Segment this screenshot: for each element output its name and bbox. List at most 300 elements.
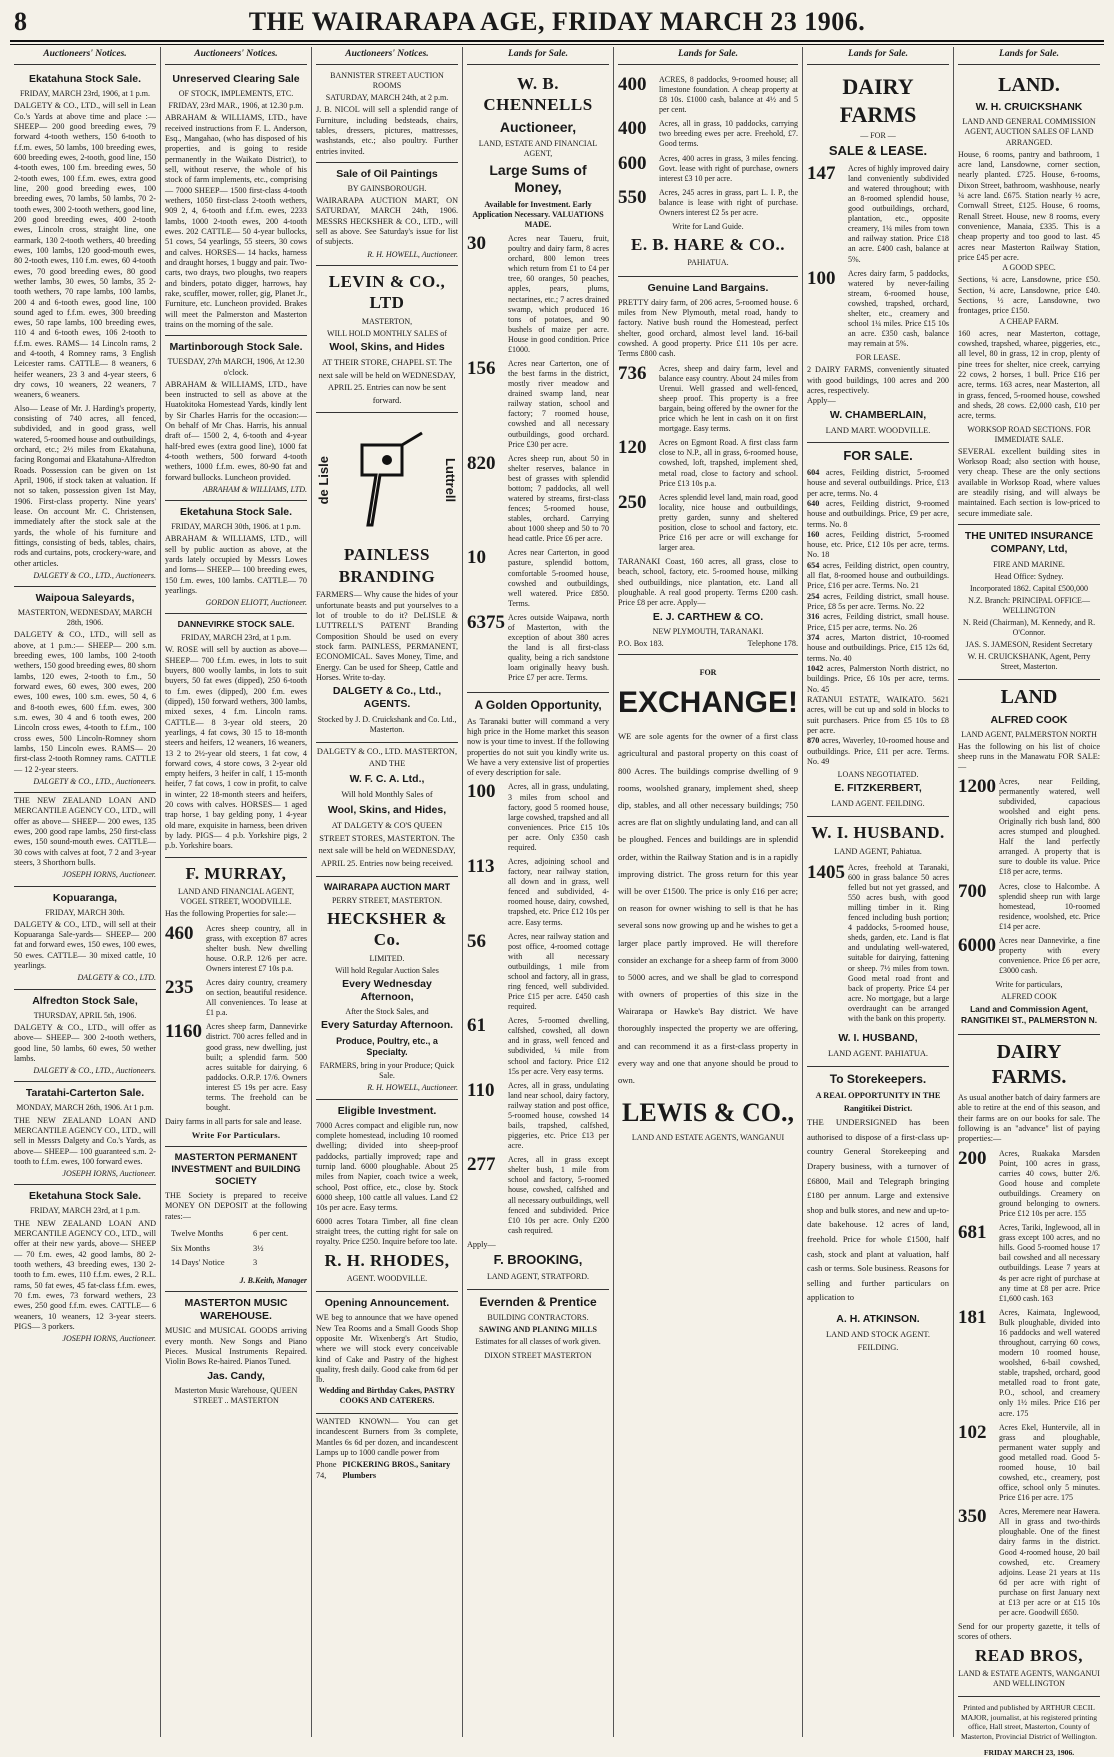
- listing-acres: 120: [618, 437, 647, 459]
- listing-acres: 681: [958, 1222, 987, 1244]
- listing-acres: 1042: [807, 664, 824, 674]
- column-header: Auctioneers' Notices.: [165, 47, 307, 65]
- ad-agent: LAND AGENT. FEILDING.: [831, 798, 925, 808]
- ad-date: TUESDAY, 27th MARCH, 1906, At 12.30 o'clock.: [167, 357, 305, 377]
- ad-opening-announcement: [316, 1292, 458, 1414]
- ad-title: Kopuaranga,: [52, 891, 118, 904]
- ad-body: PRETTY dairy farm, of 206 acres, 5-roomed house. 6 miles from New Plymouth, metal road, handy to factory. Native bush round the Homestead, perfect shelter, good orchard, almost level land. 16-bail cowshed. A good property. Price £11 10s per acre. Terms £800 cash.: [618, 297, 799, 359]
- column-header: Lands for Sale.: [958, 47, 1100, 65]
- listing-text: Acres, Meremere near Hawera. All in grass and two-thirds ploughable. One of the finest dairy farms in the district. Good 4-roomed house, 20 bail cowshed, etc. Creamery adjoins. Lease 21 years at 11s 6d per acre with right of purchase on first January next at £13 per acre or at £15 10s per acre. Goodwill £650.: [999, 1507, 1101, 1618]
- ad-wairarapa-auction-mart: [316, 877, 458, 1100]
- listing-acres: 10: [467, 547, 486, 569]
- ad-title: Unreserved Clearing Sale: [172, 72, 300, 85]
- ad-for-exchange: [618, 655, 798, 1150]
- ad-body: As usual another batch of dairy farmers are able to retire at the end of this season, and their farms are on our books for sale. The following is an "advance" list of paying properties:—: [958, 1092, 1101, 1144]
- ad-unreserved-clearing-sale: [165, 68, 307, 336]
- ad-nz-loan-mercantile: [14, 793, 156, 886]
- ad-alfred-cook: [958, 680, 1100, 1034]
- listing: [807, 468, 949, 499]
- ad-title: W. B. CHENNELLS: [483, 73, 593, 115]
- listing: [807, 499, 949, 530]
- listing-text: acres, Feilding district, 5-roomed house and several outbuildings. Price, £13 per acre, terms. No. 4: [807, 467, 950, 498]
- column-3: [312, 47, 463, 1737]
- ad-evernden-prentice: [467, 1290, 609, 1368]
- listing: [807, 664, 949, 695]
- listing-text: Acres, 245 acres in grass, part L. I. P., the balance is lease with right of purchase. Owners interest £2 5s per acre.: [659, 187, 799, 217]
- ad-body: DALGETY & CO., LTD. MASTERTON, AND THE: [316, 746, 458, 769]
- listing-text: Acres, all in grass, 10 paddocks, carrying two breeding ewes per acre. Freehold, £7. Good terms.: [659, 119, 799, 149]
- listing: [958, 777, 1100, 878]
- listing-acres: 6375: [467, 611, 505, 633]
- ad-title: A Golden Opportunity,: [474, 698, 602, 713]
- listing-text: Acres splendid level land, main road, good locality, nice house and outbuildings, pretty garden, sunny and sheltered position, close to school and factory, etc. Price £16 per acre or will exchange for larger area.: [659, 492, 799, 553]
- ad-name: W. F. C. A. Ltd.,: [349, 773, 425, 786]
- ad-w-b-chennells: [467, 68, 609, 693]
- ad-to-storekeepers: [807, 1067, 949, 1360]
- imprint-date: FRIDAY MARCH 23, 1906.: [983, 1747, 1075, 1757]
- listing-text: ACRES, 8 paddocks, 9-roomed house; all limestone foundation. A cheap property at £8 10s. £1000 cash, balance at 4½ and 5 per cent.: [659, 74, 799, 115]
- ad-body: SAWING AND PLANING MILLS: [478, 1324, 598, 1334]
- ad-date: FRIDAY, MARCH 30th, 1906. at 1 p.m.: [171, 522, 301, 532]
- listing: [165, 924, 307, 974]
- listing: [467, 454, 609, 545]
- listing: [958, 1223, 1100, 1304]
- ad-united-insurance: [958, 525, 1100, 680]
- ad-agent: LAND MART. WOODVILLE.: [825, 425, 931, 435]
- ad-subtitle: SALE & LEASE.: [828, 143, 928, 159]
- page-number: 8: [14, 7, 27, 36]
- listing-text: Acres, all in grass, undulating, 3 miles from school and factory, good 5 roomed house, large cowshed, trapshed and all conveniences. Price £15 10s per acre. Only £350 cash required.: [508, 782, 609, 852]
- ad-title: MASTERTON MUSIC WAREHOUSE.: [184, 1296, 288, 1323]
- branding-illustration: [316, 420, 458, 540]
- listing-text: Acres sheep farm, Dannevirke district. 700 acres felled and in good grass, new dwelling, just built; a splendid farm. 500 acres suitable for dairying. 6 paddocks. O.R.P. 17/6. Owners interest £5 19s per acre. Easy terms. The freehold can be bought.: [206, 1022, 307, 1112]
- listing-acres: 870: [807, 736, 820, 746]
- ad-name: E. B. HARE & CO..: [631, 235, 785, 255]
- listing-acres: 1405: [807, 861, 846, 883]
- ad-body: WANTED KNOWN— You can get incandescent Burners from 3s complete, Mantles 6s 6d per dozen, and incandescent Lamps up to 1000 candle power from: [316, 1416, 458, 1457]
- listing-text: Acres sheep country, all in grass, with exception 87 acres shelter bush. New dwelling house. O.R.P. 12/6 per acre. Owners interest £7 10s p.a.: [206, 923, 307, 973]
- rate-row: [167, 1257, 305, 1270]
- columns: [10, 47, 1104, 1757]
- ad-body-2: After the Stock Sales, and: [345, 1007, 429, 1017]
- listing: [958, 882, 1100, 932]
- listing: [958, 1149, 1100, 1220]
- ad-subtitle: FIRE AND MARINE.: [993, 559, 1065, 569]
- listing-text: Acres near Taueru, fruit, poultry and dairy farm, 8 acres orchard, 800 lemon trees which return from £1 to £4 per tree, 60 oranges, 50 peaches, apples, pears, plums, nectarines, etc.; 7 acres drained swamp, which produced 16 tons of potatoes, and 90 bushels of maize per acre. House in good condition. Price £1000.: [508, 234, 609, 354]
- ad-body: THE NEW ZEALAND LOAN AND MERCANTILE AGENCY CO., LTD., will sell in Messrs Dalgety and Co.'s Yards, as above— SHEEP— 100 guaranteed s.m. 2-tooth to f.f.m. ewes, 100 forward ewes.: [14, 1115, 156, 1166]
- ad-footer: [316, 1460, 458, 1481]
- ad-seller: R. H. HOWELL, Auctioneer.: [367, 1083, 458, 1093]
- ad-name: LEWIS & CO.,: [622, 1098, 794, 1128]
- ad-subtitle: LAND & ESTATE AGENTS, WANGANUI AND WELLINGTON: [958, 1669, 1100, 1689]
- ad-date: SATURDAY, MARCH 24th, at 2 p.m.: [325, 93, 449, 103]
- rate-value: 6 per cent.: [253, 1229, 289, 1239]
- listing-text: Acres, sheep and dairy farm, level and balance easy country. About 24 miles from Urenui. Well grassed and well-fenced, sheep proof. This property is a free bargain, being offered by the owner for the price which he lent in cash on it on first mortgage. Easy terms.: [659, 363, 799, 434]
- ad-martinborough-stock-sale: [165, 336, 307, 501]
- ad-body-3: AT DALGETY & CO'S QUEEN STREET STORES, MASTERTON. The next sale will be held on WEDNESDAY, APRIL 25. Entries now being received.: [318, 821, 456, 868]
- ad-kopuaranga: [14, 887, 156, 990]
- ad-wanted-known: [316, 1414, 458, 1486]
- ad-body: DALGETY & CO., LTD., will sell at their Kopuaranga Sale-yards— SHEEP— 200 fat and forward ewes, 150 ewes, 100 ewes, 50 ewes. CATTLE— 30 mixed cattle, 10 yearlings.: [14, 919, 156, 971]
- ad-title: Evernden & Prentice: [479, 1294, 597, 1309]
- ad-subtitle: MASTERTON,: [361, 316, 413, 326]
- ad-intro: Has the following Properties for sale:—: [165, 909, 296, 919]
- ad-name: E. FITZKERBERT,: [834, 782, 922, 795]
- ad-limited: LIMITED.: [369, 953, 405, 963]
- ad-people: N. Reid (Chairman), M. Kennedy, and R. O'Connor.: [962, 617, 1096, 637]
- ad-waipoua-saleyards: [14, 587, 156, 793]
- listing-acres: 100: [807, 267, 836, 289]
- ad-title: W. I. HUSBAND.: [811, 822, 945, 842]
- ad-body: W. ROSE will sell by auction as above— SHEEP— 700 f.f.m. ewes, in lots to suit buyers, 800 woolly lambs, in lots to suit buyers, 50 fat ewes (dipped), 250 6-tooth to f.m. ewes (dipped), 200 f.m. ewes (dipped), 150 forward wethers, 300 lambs, mixed sexes, 4 f.m. Lincoln rams. CATTLE— 8 3-year old steers, 20 yearlings, 4 fat cows, 30 15 to 18-month steers and heifers, 12 weaners, 16 weaners, 13 2 to 2½-year old steers, 1 fat cow, 4 forward cows, 4 store cows, 3 2-year old empty heifers, 3 heifer in calf, 1 15-month heifer, 7 fat cows, 1 cow in profit, to calve in winter, 22 18-month steers and heifers, 20 cows with calves. HORSES— 1 aged trap horse, 1 bay gelding pony, 1 4-year old mare, exquisite in harness, been driven by lady. PIGS— 4 p.b. Yorkshire pigs, 2 p.b. Yorkshire boars.: [165, 645, 307, 851]
- listing-text: Acres, near Feilding, permanently watered, well subdivided, capacious woolshed and eight pens. Originally rich bush land, 800 acres stumped and ploughed. Half the land perfectly arranged. A property that is sure to double its value. Price £18 per acre, terms.: [999, 776, 1101, 877]
- ad-read-bros-dairy-farms: [958, 1035, 1100, 1698]
- ad-name: THE UNITED INSURANCE COMPANY, Ltd,: [964, 530, 1094, 556]
- ad-body: House, 6 rooms, pantry and bathroom, 1 acre land, Lansdowne, corner section, nearly planted. £725. House, 6-rooms, Dixon Street, bathroom, washhouse, nearly ¼ acre land. £675. Station nearly ½ acre, Cornwall Street, £125. House, 6 rooms, Renall Street. House, new 8 rooms, every convenience, Manaia, £335. This is a cheap property and too good to last. 45 acres near Masterton Railway Station, price £45 per acre.: [958, 149, 1101, 262]
- column-1: [10, 47, 161, 1737]
- ad-body-3: 160 acres, near Masterton, cottage, cowshed, trapshed, wharee, piggeries, etc., all level, 80 in grass, 12 in crop, plenty of pine trees for shelter, nice creek, carrying 22 cows, 2 horses, 1 bull. Price £16 per acre, terms. 163 acres, near Masterton, all in grass, fenced, 5-roomed house, cowshed and sheds, 28 cows. £2,000 cash, £10 per acre, terms.: [958, 328, 1101, 421]
- listing-text: acres, Feilding district, 9-roomed house and outbuildings. Price, £9 per acre, terms. No. 8: [807, 498, 950, 529]
- ad-office: Head Office: Sydney.: [994, 571, 1064, 581]
- ad-body: THE UNDERSIGNED has been authorised to dispose of a first-class up-country General Storekeeping and Drapery business, with a turnover of £6800, Mail and Telegraph bringing £180 per annum. Large and extensive shop and bulk stores, and new and up-to-date bakehouse. 12 acres of land, freehold. Price for whole £1500, half cash, stock and plant at valuation, half cash or terms. Sole business. Reasons for selling and further particulars on application to: [807, 1117, 950, 1303]
- ad-subtitle: BUILDING CONTRACTORS.: [487, 1312, 589, 1322]
- masthead-rule: [10, 44, 1104, 45]
- ad-title: Opening Announcement.: [324, 1297, 450, 1310]
- ad-phone: Phone 74,: [316, 1460, 337, 1480]
- ad-name: F. BROOKING,: [493, 1252, 583, 1268]
- listing-acres: 350: [958, 1506, 987, 1528]
- ad-title: Genuine Land Bargains.: [647, 281, 769, 294]
- ad-contact: [618, 639, 798, 649]
- ad-intro: Has the following on his list of choice sheep runs in the Manawatu FOR SALE:—: [958, 741, 1101, 772]
- ad-seller: DALGETY & CO., LTD., Auctioneers.: [33, 777, 156, 787]
- ad-dalgety-wfca: [316, 743, 458, 877]
- ad-apply: Apply—: [807, 396, 836, 406]
- ad-subtitle: OF STOCK, IMPLEMENTS, ETC.: [178, 89, 294, 99]
- listing-text: Acres, 5-roomed dwelling, calfshed, cowshed, all down and in grass, well fenced and subdivided, ¼ mile from school and factory. Price £12 15s per acre. Very easy terms.: [508, 1016, 609, 1076]
- listing-acres: 400: [618, 73, 647, 95]
- ad-dairy-farms-chamberlain: [807, 68, 949, 444]
- rate-value: 3½: [253, 1243, 264, 1253]
- listing-text: Acres near Carterton, one of the best farms in the district, mostly river meadow and drained swamp land, near railway station, school and factory; 7 roomed house, cowshed and all necessary outbuildings, good orchard. Price £30 per acre.: [508, 358, 609, 449]
- column-header: Auctioneers' Notices.: [316, 47, 458, 65]
- ad-subject: Wool, Skins, and Hides,: [327, 803, 447, 816]
- listing: [165, 978, 307, 1018]
- listing-acres: 200: [958, 1147, 987, 1169]
- column-4: [463, 47, 614, 1737]
- ad-body: 7000 Acres compact and eligible run, now complete homestead, including 10 roomed dwelling; divided into sheep-proof paddocks, partially improved; rape and turnip land. 6000 ploughable. About 25 miles from Napier, coach twice a week, school, Post office, etc., close by. Stock 6000 sheep, 100 cattle all values. Land £2 10s per acre. Easy terms.: [316, 1120, 458, 1213]
- de-lisle-label: de Lisle: [316, 456, 331, 505]
- ad-body: WILL HOLD MONTHLY SALES of: [327, 328, 447, 338]
- ad-levin-co: [316, 266, 458, 414]
- listing-acres: 277: [467, 1154, 496, 1176]
- ad-subtitle: FRIDAY, MARCH 30th.: [45, 907, 125, 917]
- ad-title: PAINLESS BRANDING: [338, 545, 436, 586]
- listing-acres: 600: [618, 152, 647, 174]
- ad-body: Will hold Regular Auction Sales: [335, 965, 439, 975]
- ad-body-2: 6000 acres Totara Timber, all fine clean straight trees, the cutting right for sale on royalty. Price £250. Inquire before too late.: [316, 1216, 458, 1247]
- column-header: Lands for Sale.: [807, 47, 949, 65]
- listing-acres: 820: [467, 452, 496, 474]
- ad-lease: FOR LEASE.: [855, 353, 901, 363]
- ad-fitzkerbert-for-sale: [807, 443, 949, 816]
- ad-body-2: Estimates for all classes of work given.: [475, 1336, 601, 1346]
- ad-agent: LAND AGENT. PAHIATUA.: [828, 1049, 929, 1059]
- ad-agent: AGENT. WOODVILLE.: [346, 1274, 428, 1284]
- ad-dannevirke-stock-sale: [165, 614, 307, 857]
- ad-seller: DALGETY & CO., LTD., Auctioneers.: [33, 1066, 156, 1076]
- ad-subtitle: LAND AND GENERAL COMMISSION AGENT, AUCTION SALES OF LAND ARRANGED.: [962, 117, 1096, 147]
- ad-body: DALGETY & CO., LTD., will sell as above, at 1 p.m.:— SHEEP— 200 s.m. breeding ewes, 100 lambs, 100 2-tooth wethers, 150 good breeding ewes, 80 shorn lambs, 120 ewes, 2-tooth to f.m., 50 forward ewes, 60 ewes, 300 ewes, 200 ewes, 100 ewes, 100 s.m. ewes, 50 4, 6 and 8-tooth ewes, 600 f.f.m. ewes, 300 s.m. ewes, 30 4 and 6 tooth ewes, 200 Lincoln cross ewes, 4-tooth to f.f.m., 100 cross ewes, 500 Lincoln-Romney shorn lambs, 150 Lincoln ewes. RAMS— 20 first-class 2-tooth Romney rams. CATTLE— 12 2-year steers.: [14, 630, 156, 774]
- listing: [618, 493, 798, 553]
- listing-acres: 61: [467, 1015, 486, 1037]
- column-2: [161, 47, 312, 1737]
- listing-text: Acres, adjoining school and factory, near railway station, all down and in grass, well fenced and subdivided, 4-roomed house, dairy, cowshed, trapshed, etc. Price £12 10s per acre. Easy terms.: [508, 857, 609, 927]
- ad-agent: LAND AGENT, STRATFORD.: [486, 1271, 590, 1281]
- ad-name: W. I. HUSBAND,: [838, 1032, 918, 1045]
- ad-title: To Storekeepers.: [829, 1071, 927, 1086]
- listing-text: acres, Palmerston North district, no buildings. Price, £6 10s per acre, terms. No. 45: [807, 664, 950, 694]
- listing: [807, 164, 949, 265]
- listing-acres: 550: [618, 186, 647, 208]
- ad-body-also: Also— Lease of Mr. J. Harding's property, consisting of 740 acres, all fenced, subdivided, and in good grass, well watered, 5-roomed house and outbuildings, orchard, etc.; 2½ miles from Ekatahuna, facing Rongomai and Ekatahuna-Alfredton Roads. Possession can be given on 1st April, 1906, if stock taken at valuation. If not so taken, possession given 1st May, 1906. First-class property. Nine years' lease. On account Mr. C. Christensen, immediately after the stock sale at the yards, the whole of his furniture and fittings, consisting of beds, tables, chairs, rods and curtains, pots, crockery-ware, and other articles.: [14, 403, 156, 568]
- listing-text: Acres, Kaimata, Inglewood, Bulk ploughable, divided into 16 paddocks and well watered throughout, carrying 60 cows, modern 10 roomed house, woolshed, 6-bail cowshed, stable, trapshed, orchard, good metalled road to front gate, P.O., school, and creamery only 1½ miles. Price £16 per acre. 175: [999, 1307, 1101, 1418]
- ad-title: MASTERTON PERMANENT INVESTMENT and BUILDING SOCIETY: [171, 1152, 301, 1188]
- branding-iron-icon: [342, 425, 432, 535]
- ad-name: W. H. CRUICKSHANK: [975, 101, 1083, 114]
- listing-acres: 254: [807, 591, 820, 601]
- ad-body: WE are sole agents for the owner of a first class agricultural and pastoral property on this coast of 800 Acres. The buildings comprise dwelling of 9 rooms, woolshed granary, implement shed, sheep dip, stables, and all other necessary buildings; 750 acres are flat on slightly undulating land, and can all be ploughed. Fences and buildings are in splendid order, within the Railway Station and is in a rapidly improving district. The gross return for this year will be over £1500. The price is only £16 per acre; on reason for owner wishing to sell is that he has several sons now growing up and he wishes to get a larger place partly improved. He will therefore consider an exchange for a sheep farm of from 3000 to 5000 acres, and we shall be glad to correspond with owners of properties of this size in the Wairarapa or Hawke's Bay district. We have thoroughly inspected the property we are offering, and can recommend it as a first-class property in every way and one that anyone should be proud to own.: [618, 731, 799, 1086]
- ad-subtitle: LAND AGENT, PALMERSTON NORTH: [961, 729, 1097, 739]
- ad-body: MUSIC and MUSICAL GOODS arriving every month. New Songs and Piano Pieces. Musical Instruments Repaired. Violin Bows Re-haired. Pianos Tuned.: [165, 1326, 307, 1367]
- ad-seller: JOSEPH IORNS, Auctioneer.: [62, 870, 156, 880]
- ad-place: NEW PLYMOUTH, TARANAKI.: [652, 627, 764, 636]
- listing: [467, 234, 609, 355]
- listing-text: acres, Waverley, 10-roomed house and outbuildings. Price, £11 per acre. Terms. No. 49: [807, 736, 950, 767]
- ad-title: Martinborough Stock Sale.: [169, 341, 303, 354]
- ad-write: Write For Particulars.: [191, 1130, 281, 1141]
- ad-subtitle: PERRY STREET, MASTERTON.: [331, 895, 443, 905]
- ad-body: ABRAHAM & WILLIAMS, LTD., have received instructions from F. L. Anderson, Esq., Mangahao, (who has disposed of his properties, and is going to reside permanently in the Waikato District), to sell, without reserve, the whole of his stock of farm implements, etc., comprising— 7000 SHEEP— 1500 first-class 4-tooth wethers, 1050 first-class 2-tooth wethers, 909 2, 4, 6-tooth and f.f.m. ewes, 2233 lambs, 1000 2-tooth ewes, 200 4-tooth ewes. 202 CATTLE— 50 4-year bullocks, 51 cows, 54 yearlings, 55 steers, 30 cows and calves. HORSES— 14 hacks, harness and draught horses, 1 buggy and pair. Two-carts, two drays, two ploughs, two reapers and binders, potato digger, harrows, hay rake, scuffler, mower, roller, gig, Planet Jr., Furniture, etc. Luncheon provided. Brakes will meet the Palmerston and Masterton trains on the morning of the sale.: [165, 113, 307, 329]
- ad-manager: J. B.Keith, Manager: [239, 1275, 307, 1285]
- ad-subtitle: MONDAY, MARCH 26th, 1906. At 1 p.m.: [16, 1103, 154, 1113]
- ad-eketahuna-stock-sale-3: [165, 501, 307, 614]
- ad-title: Eketahuna Stock Sale.: [179, 505, 293, 518]
- column-6: [803, 47, 954, 1737]
- ad-cheap-farm: A CHEAP FARM.: [999, 316, 1059, 326]
- listing-text: acres, Feilding district, small house. Price, £8 5s per acre. Terms. No. 22: [807, 591, 950, 612]
- ad-painless-branding: [316, 413, 458, 742]
- listing-text: Acres, near railway station and post office, 4-roomed cottage with all necessary outbuildings, 1 mile from school and factory, all in grass, ring fenced, well subdivided. Price £15 per acre. £450 cash required.: [508, 931, 609, 1012]
- listing: [618, 188, 798, 218]
- ad-for: — FOR —: [860, 131, 896, 141]
- listing: [467, 613, 609, 684]
- ad-body: ABRAHAM & WILLIAMS, LTD., will sell by public auction as above, at the yards lately occupied by Messrs Lowes and Iorns— SHEEP— 100 breeding ewes, 150 f.m. ewes, 100 lambs. CATTLE— 70 yearlings.: [165, 534, 307, 595]
- ad-subtitle: Wedding and Birthday Cakes, PASTRY COOKS AND CATERERS.: [318, 1385, 456, 1405]
- listing: [467, 782, 609, 853]
- listing: [958, 1507, 1100, 1618]
- listing-text: Acres, Tariki, Inglewood, all in grass except 100 acres, and no hills. Good 5-roomed house 17 bail cowshed and all necessary outbuildings. Lease 7 years at 4s per acre right of purchase at any time at £8 per acre. Price £1,600 cash. 163: [999, 1223, 1101, 1303]
- ad-name: R. H. RHODES,: [324, 1250, 450, 1270]
- ad-stocked-by: Stocked by J. D. Cruickshank and Co. Ltd., Masterton.: [317, 714, 457, 734]
- ad-incorporated: Incorporated 1862. Capital £500,000: [970, 583, 1088, 593]
- ad-name: HECKSHER & Co.: [327, 908, 447, 950]
- ad-title: DANNEVIRKE STOCK SALE.: [177, 619, 295, 630]
- ad-title: Sale of Oil Paintings: [336, 167, 438, 180]
- ad-seller: GORDON ELIOTT, Auctioneer.: [205, 598, 307, 608]
- ad-taratahi-carterton-sale: [14, 1082, 156, 1185]
- ad-name: PICKERING BROS., Sanitary Plumbers: [342, 1460, 451, 1480]
- ad-agency: Land and Commission Agent, RANGITIKEI ST., PALMERSTON N.: [961, 1004, 1098, 1025]
- ad-box: P.O. Box 183.: [618, 639, 664, 649]
- listing-text: Acres, freehold at Taranaki, 600 in grass balance 50 acres felled but not yet grassed, and 550 acres bush, with good milling timber in it. Ring fenced including bush portion; 4 paddocks, 5-roomed house, sheds, garden, etc. Land is flat and undulating well-watered, suitable for dairying, fattening or sheep. 7½ miles from town. Good metal road front and back of property. Price £4 per acre. No mortgage, but a large overdraught can be arranged with the bank on this property.: [848, 862, 950, 1023]
- listing: [807, 863, 949, 1024]
- listing-text: Acres, Ruakaka Marsden Point, 100 acres in grass, carries 40 cows, butter 2/6. Good house and complete outbuildings. Creamery on ground belonging to owners. Price £12 10s per acre. 155: [999, 1148, 1101, 1219]
- ad-loans: LOANS NEGOTIATED.: [837, 770, 919, 780]
- ad-eketahuna-stock-sale-2: [14, 1185, 156, 1349]
- column-header: Lands for Sale.: [467, 47, 609, 65]
- listing-acres: 640: [807, 498, 820, 508]
- newspaper-title: THE WAIRARAPA AGE, FRIDAY MARCH 23 1906.: [248, 7, 866, 36]
- listing-text: Acres Ekel, Huntervile, all in grass and ploughable, permanent water supply and good metalled road. Good 5-roomed house, 10 bail cowshed, etc., creamery, post office, school only 5 minutes. Price £16 per acre. 175: [999, 1422, 1101, 1503]
- column-header: Lands for Sale.: [618, 47, 798, 65]
- listing: [618, 119, 798, 149]
- ad-address: Masterton Music Warehouse, QUEEN STREET .. MASTERTON: [174, 1385, 298, 1405]
- listing-text: Acres, 400 acres in grass, 3 miles fencing. Govt. lease with right of purchase, owners interest £3 10 per acre.: [659, 153, 799, 183]
- rate-term: Twelve Months: [171, 1229, 224, 1239]
- listing-acres: 56: [467, 930, 486, 952]
- listing: [467, 359, 609, 450]
- listing-acres: 604: [807, 467, 820, 477]
- listing-text: Acres near Carterton, in good pasture, splendid bottom, comfortable 5-roomed house, cowshed and outbuildings, well watered. Price £850. Terms.: [508, 548, 609, 608]
- listing-text: acres, Feilding district, 5-roomed house, etc. Price, £12 10s per acre, terms. No. 18: [807, 529, 950, 560]
- rate-row: [167, 1228, 305, 1241]
- column-5: [614, 47, 803, 1737]
- listing: [618, 75, 798, 115]
- listing-text: Acres outside Waipawa, north of Masterton, with the exception of about 380 acres the land is all first-class quality, being a rich sandstone loam originally heavy bush. Price £7 per acre. Terms.: [508, 612, 609, 683]
- ad-subtitle: MASTERTON, WEDNESDAY, MARCH 28th, 1906.: [17, 608, 153, 628]
- luttrell-label: Luttrell: [443, 458, 458, 503]
- rate-row: [167, 1243, 305, 1256]
- listing-text: acres, Feilding district, small house. Price, £15 per acre, terms. No. 26: [807, 612, 950, 632]
- listing-acres: 110: [467, 1079, 495, 1101]
- listing-text: acres, Feilding district, open country, all flat, 8-roomed house and outbuildings. Price, £16 per acre. Terms. No. 21: [807, 560, 950, 591]
- ad-masterton-permanent-investment: [165, 1147, 307, 1292]
- ad-send: Send for our property gazette, it tells of scores of others.: [958, 1622, 1101, 1642]
- ad-body: THE NEW ZEALAND LOAN AND MERCANTILE AGENCY CO., LTD., will offer at their new yards, above— SHEEP— 70 f.m. ewes, 42 good lambs, 80 2-tooth wethers, 43 breeding ewes, 130 2-tooth to f.m. ewes, 110 f.f.m. ewes, 2 R.L. rams, 50 fat ewes, 45 fat-class f.f.m. ewes, 70 f.m. ewes, 73 forward wethers, 23 ewes, 250 good f.f.m. ewes. CATTLE— 6 weaners, 10 weaners, 12 3-year steers. PIGS— 3 porkers.: [14, 1218, 156, 1331]
- ad-seller: JOSEPH IORNS, Auctioneer.: [62, 1169, 156, 1179]
- ad-estate: RATANUI ESTATE, WAIKATO. 5621 acres, will be cut up and sold in blocks to suit purchasers. Price from £5 10s to £8 per acre.: [807, 695, 950, 736]
- ad-seller: JOSEPH IORNS, Auctioneer.: [62, 1334, 156, 1344]
- listing: [807, 530, 949, 561]
- ad-cruickshank-land: [958, 68, 1100, 525]
- column-header: Auctioneers' Notices.: [14, 47, 156, 65]
- ad-eligible-investment: [316, 1100, 458, 1293]
- listing-acres: 250: [618, 491, 647, 513]
- ad-body: THE Society is prepared to receive MONEY ON DEPOSIT at the following rates:—: [165, 1191, 307, 1221]
- ad-genuine-land-bargains: [618, 277, 798, 656]
- ad-oil-paintings: [316, 163, 458, 266]
- listing: [467, 932, 609, 1013]
- ad-subtitle: LAND AND ESTATE AGENTS, WANGANUI: [631, 1132, 785, 1142]
- ad-name-2: ALFRED COOK: [1001, 992, 1057, 1002]
- listing-acres: 460: [165, 922, 194, 944]
- ad-date: FRIDAY, 23rd MAR., 1906, at 12.30 p.m.: [168, 101, 304, 111]
- ad-body-2: Sections, ¼ acre, Lansdowne, price £50. Section, ¼ acre, Lansdowne, price £40. Sections, ½ acre, Lansdowne, two frontages, price £150.: [958, 275, 1101, 316]
- listing-text: Acres, all in grass, undulating land near school, dairy factory, railway station and post office, 5-roomed house, cowshed 14 bails, trapshed, calfshed, piggeries, etc. Price £13 per acre.: [508, 1080, 609, 1151]
- listing: [807, 592, 949, 613]
- ad-ekatahuna-stock-sale: [14, 68, 156, 587]
- listing: [807, 269, 949, 350]
- ad-title: WAIRARAPA AUCTION MART: [323, 881, 451, 892]
- listing-acres: 102: [958, 1421, 987, 1443]
- ad-subtitle: LAND AND FINANCIAL AGENT, VOGEL STREET, WOODVILLE.: [178, 887, 294, 907]
- rates-table: [165, 1226, 307, 1272]
- ad-body: DALGETY & CO., LTD., will sell in Lean Co.'s Yards at above time and place :— SHEEP— 200 good breeding ewes, 79 forward 4-tooth wethers, 150 6-tooth to f.f.m. ewes, 50 lambs, 100 breeding ewes, 600 breeding ewes, 2-tooth, good line, 150 4-tooth ewes, 100 f.m. breeding ewes, 50 2-tooth ewes, 100 f.f.m. ewes, extra good line, 200 good breeding ewes, 100 breeding ewes, 70 lambs, 50 lambs, 70 2-tooth ewes, 300 2-tooth wethers, good line, 200 good breeding ewes, 400 2-tooth ewes, Lincoln cross, straight line, one earmark, 130 2-tooth wethers, 40 breeding ewes, 100 lambs, 120 good-mouth ewes, 80 2-tooth ewes, 110 f.m. ewes, 60 4-tooth ewes, 70 good breeding ewes, 80 good wether lambs, 30 ewes, 50 lambs, 35 2-tooth wethers, 70 rape lambs, 100 lambs, 200 4 and 6-tooth ewes, good line, 100 sound aged to f.f.m. ewes, 300 breeding ewes, 50 rape lambs, 100 breeding ewes, 110 4 and 6-tooth ewes, 106 2-tooth to f.f.m. ewes. RAMS— 14 Lincoln rams, 2 and 4-tooth, 4 Romney rams, 3 English Leicester rams. CATTLE— 8 weaners, 6 heifer weaners, 23 3 and 4-year steers, 6 dry cows, 10 weaners, 22 weaners, 7 weaners, 6 weaners.: [14, 101, 156, 400]
- listing: [467, 548, 609, 608]
- listing: [807, 612, 949, 633]
- ad-subject: Wool, Skins, and Hides: [329, 340, 445, 353]
- ad-date: FRIDAY, MARCH 23rd, at 1 p.m.: [180, 633, 291, 643]
- ad-body: J. B. NICOL will sell a splendid range of Furniture, including bedsteads, chairs, tables, dressers, pictures, mattresses, washstands, etc.; also poultry. Further entries invited.: [316, 105, 458, 156]
- ad-body: ABRAHAM & WILLIAMS, LTD., have been instructed to sell as above at the Huatokitoka Homestead Yards, kindly lent by Sir Charles Harris for the occasion:— On behalf of Mr Chas. Harris, his annual draft of— 1500 2, 4, 6-tooth and 4-year half-bred ewes (extra good line), 1000 fat 4-tooth wethers, 500 forward 4-tooth wethers, 1000 f.f.m. ewes, 80-90 fat and forward bullocks. Luncheon provided.: [165, 379, 307, 482]
- ad-subtitle: THURSDAY, APRIL 5th, 1906.: [33, 1010, 137, 1020]
- listing-text: Acres dairy farm, 5 paddocks, watered by never-failing stream, 6-roomed house, cowshed, trapshed, orchard, shelter, etc., creamery and school 1¼ miles. Price £15 10s an acre. £350 cash, balance may remain at 5%.: [848, 268, 950, 349]
- ad-title: DAIRY FARMS: [839, 73, 917, 127]
- ad-write: Write for Land Guide.: [672, 221, 744, 231]
- ad-e-b-hare: [618, 68, 798, 277]
- listing-acres: 6000: [958, 934, 997, 956]
- ad-agent: LAND AND STOCK AGENT. FEILDING.: [826, 1330, 930, 1352]
- ad-title: F. MURRAY,: [185, 863, 287, 883]
- ad-alfredton-stock-sale: [14, 990, 156, 1083]
- listing-acres: 316: [807, 612, 820, 622]
- listing-acres: 654: [807, 560, 820, 570]
- listing-acres: 374: [807, 633, 820, 643]
- ad-body: WE beg to announce that we have opened New Tea Rooms and a Small Goods Shop opposite Mr. Wixenberg's Art Studio, where we will stock every conceivable kind of Cake and Pastry of the highest quality, fresh daily. Good cake from 6d per lb.: [316, 1313, 458, 1385]
- ad-telephone: Telephone 178.: [747, 639, 799, 649]
- listing: [467, 1155, 609, 1236]
- ad-every-wednesday: Every Wednesday Afternoon,: [342, 977, 432, 1004]
- ad-lease-body: 2 DAIRY FARMS, conveniently situated with good buildings, 100 acres and 200 acres, respectively.: [807, 365, 950, 395]
- ad-nz-branch: N.Z. Branch: PRINCIPAL OFFICE—WELLINGTON: [968, 595, 1090, 615]
- listing-acres: 181: [958, 1306, 987, 1328]
- ad-body: DALGETY & CO., LTD., will offer as above— SHEEP— 300 2-tooth wethers, good line, 50 lambs, 60 ewes, 50 wether lambs.: [14, 1022, 156, 1063]
- listing-text: acres, Marton district, 10-roomed house and outbuildings. Price, £15 12s 6d, terms. No. 40: [807, 633, 950, 663]
- listing: [618, 438, 798, 488]
- ad-agents: DALGETY & Co., Ltd., AGENTS.: [332, 685, 442, 711]
- ad-subtitle: LAND AGENT, Pahiatua.: [834, 847, 922, 857]
- ad-w-i-husband: [807, 817, 949, 1067]
- rate-value: 3: [253, 1258, 258, 1268]
- ad-title: Eketahuna Stock Sale.: [28, 1190, 142, 1203]
- ad-title: Ekatahuna Stock Sale.: [28, 72, 142, 85]
- ad-name: Jas. Candy,: [207, 1369, 265, 1382]
- listing-acres: 113: [467, 856, 495, 878]
- ad-body-2: Will hold Monthly Sales of: [341, 790, 433, 800]
- listing: [958, 1308, 1100, 1419]
- listing-acres: 736: [618, 362, 647, 384]
- ad-body: WAIRARAPA AUCTION MART, ON SATURDAY, MARCH 24th, 1906. MESSRS HECKSHER & CO., LTD., will sell as above. See Saturday's issue for list of subjects.: [316, 196, 458, 247]
- ad-for: FOR: [699, 668, 717, 678]
- ad-body-4: SEVERAL excellent building sites in Worksop Road; also section with house, very cheap. These are the only sections available in Worksop Road, where values are steadily rising, and will always be maintained. Each section is low-priced to secure immediate sale.: [958, 446, 1101, 518]
- listing: [467, 1016, 609, 1076]
- ad-title: BANNISTER STREET AUCTION ROOMS: [330, 70, 444, 91]
- listing-acres: 1160: [165, 1021, 202, 1043]
- listing-text: Acres near Dannevirke, a fine property with every convenience. Price £6 per acre, £3000 cash.: [999, 935, 1101, 976]
- listing-text: Acres dairy country, creamery on section, beautiful residence. All conveniences. To lease at £1 p.a.: [206, 978, 307, 1018]
- ad-seller: R. H. HOWELL, Auctioneer.: [367, 249, 458, 259]
